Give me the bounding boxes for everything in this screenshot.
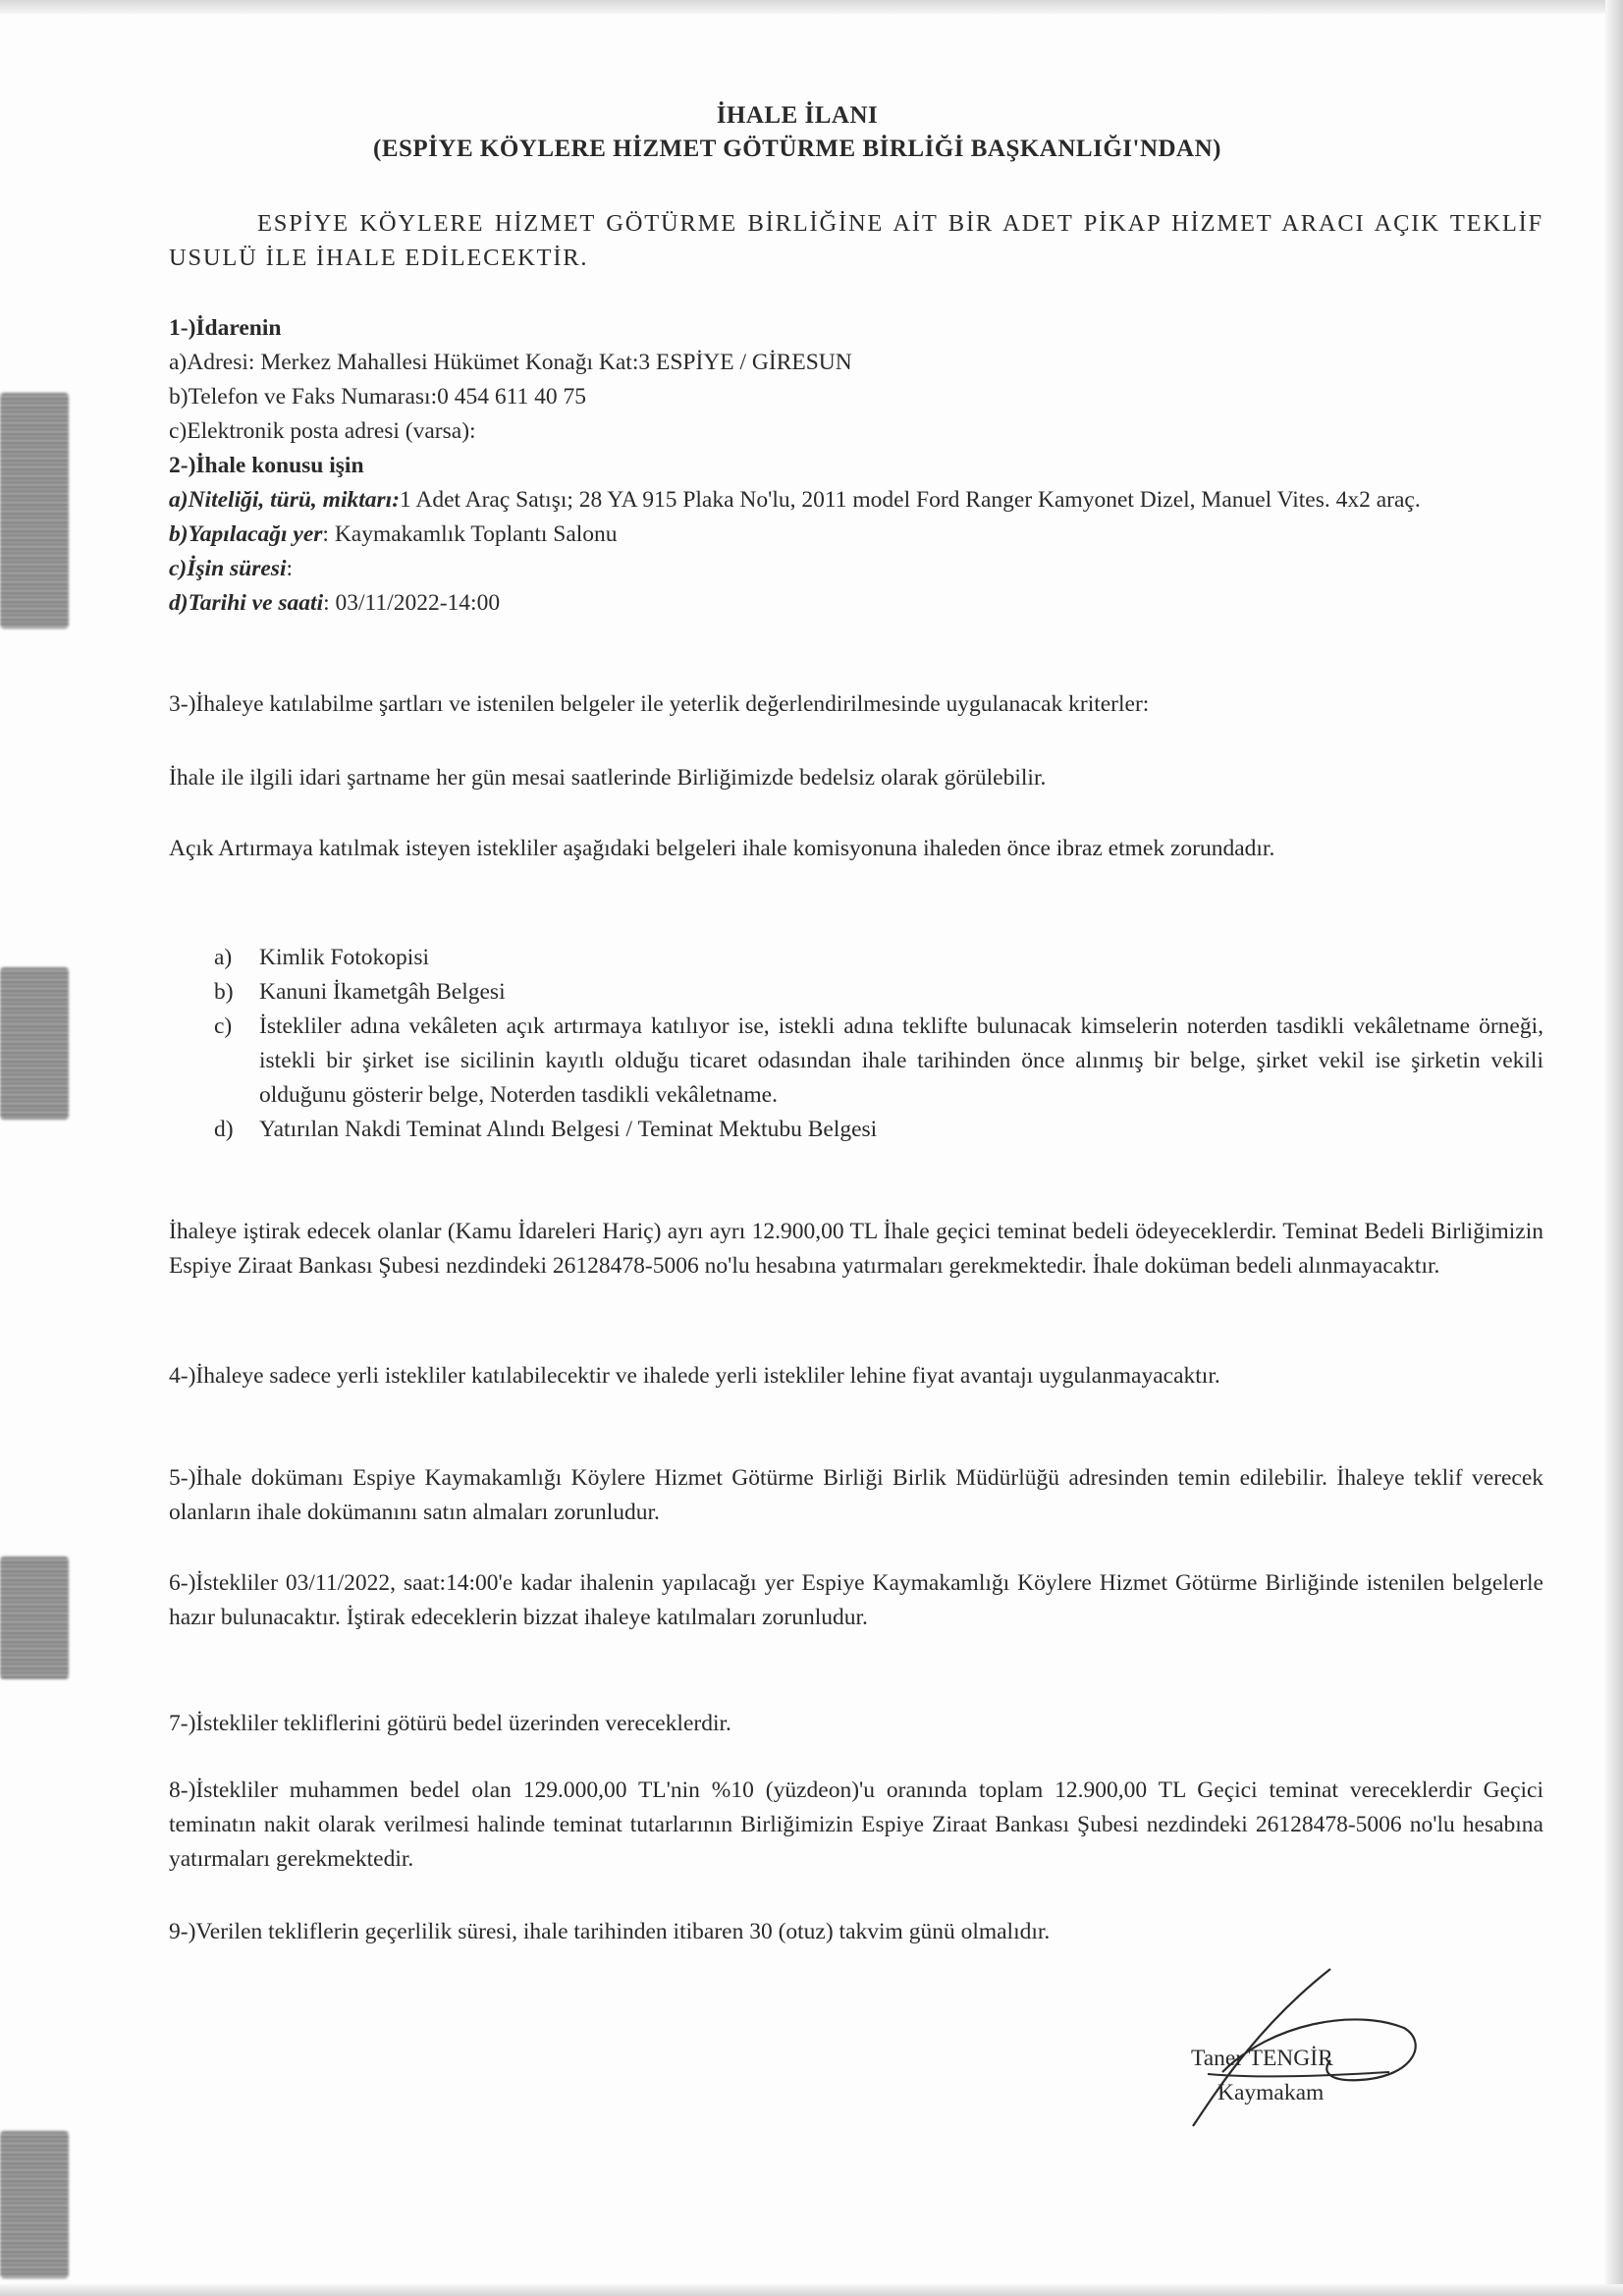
section-8: 8-)İstekliler muhammen bedel olan 129.000,00 TL'nin %10 (yüzdeon)'u oranında toplam 12.900,00 TL Geçici teminat vereceklerdir Geçici teminatın nakit olarak verilmesi halinde teminat tutarlarının Birliğimizin Espiye Ziraat Bankası Şubesi nezdindeki 26128478-5006 no'lu hesabına yatırmaları gerekmektedir. [169, 1777, 1543, 1872]
punch-hole-mark [0, 1557, 69, 1679]
section-1-heading: 1-)İdarenin [169, 315, 282, 341]
list-item-marker: b) [214, 979, 234, 1005]
list-item-marker: a) [214, 945, 233, 970]
section-9: 9-)Verilen tekliflerin geçerlilik süresi, ihale tarihinden itibaren 30 (otuz) takvim günü olmalıdır. [169, 1919, 1051, 1944]
list-item [214, 975, 1543, 1010]
address-line [169, 346, 1543, 380]
list-item [214, 1113, 1543, 1147]
section-4: 4-)İhaleye sadece yerli istekliler katılabilecektir ve ihalede yerli istekliler lehine fiyat avantajı uygulanmayacaktır. [169, 1363, 1220, 1389]
duration-label: c)İşin süresi [169, 556, 287, 581]
section-3-heading: 3-)İhaleye katılabilme şartları ve istenilen belgeler ile yeterlik değerlendirilmesinde uygulanacak kriterler: [169, 691, 1150, 717]
date-line [169, 586, 1543, 621]
section-2 [169, 449, 1543, 621]
section-5: 5-)İhale dokümanı Espiye Kaymakamlığı Köylere Hizmet Götürme Birliği Birlik Müdürlüğü adresinden temin edilebilir. İhaleye teklif verecek olanların ihale dokümanını satın almaları zorunludur. [169, 1465, 1543, 1525]
date-label: d)Tarihi ve saati [169, 590, 324, 616]
punch-hole-mark [0, 2131, 69, 2278]
section-3-paragraph-1: İhale ile ilgili idari şartname her gün mesai saatlerinde Birliğimizde bedelsiz olarak görülebilir. [169, 765, 1047, 791]
list-item [214, 1010, 1543, 1113]
section-7: 7-)İstekliler tekliflerini götürü bedel üzerinden vereceklerdir. [169, 1711, 731, 1736]
scan-edge-bottom [0, 2284, 1623, 2296]
place-line [169, 518, 1543, 552]
signatory-name: Taner TENGİR [1191, 2046, 1333, 2071]
list-item-text: Kanuni İkametgâh Belgesi [259, 979, 506, 1005]
scan-edge-top [0, 0, 1623, 14]
list-item [214, 941, 1543, 975]
nature-label: a)Niteliği, türü, miktarı: [169, 487, 401, 513]
list-item-marker: d) [214, 1117, 234, 1142]
section-3-paragraph-3: İhaleye iştirak edecek olanlar (Kamu İdareleri Hariç) ayrı ayrı 12.900,00 TL İhale geçici teminat bedeli ödeyeceklerdir. Teminat Bedeli Birliğimizin Espiye Ziraat Bankası Şubesi nezdindeki 26128478-5006 no'lu hesabına yatırmaları gerekmektedir. İhale doküman bedeli alınmayacaktır. [169, 1219, 1543, 1279]
list-item-text: Kimlik Fotokopisi [259, 945, 430, 970]
punch-hole-mark [0, 967, 69, 1120]
place-label: b)Yapılacağı yer [169, 521, 323, 547]
list-item-text: Yatırılan Nakdi Teminat Alındı Belgesi / Teminat Mektubu Belgesi [259, 1117, 878, 1142]
section-2-heading: 2-)İhale konusu işin [169, 453, 364, 478]
nature-value: 1 Adet Araç Satışı; 28 YA 915 Plaka No'lu, 2011 model Ford Ranger Kamyonet Dizel, Manuel Vites. 4x2 araç. [400, 487, 1421, 513]
date-value: : 03/11/2022-14:00 [323, 590, 501, 616]
scan-edge-right [1605, 0, 1623, 2296]
phone-line: b)Telefon ve Faks Numarası:0 454 611 40 75 [169, 384, 586, 410]
nature-line [169, 483, 1543, 518]
intro-paragraph: ESPİYE KÖYLERE HİZMET GÖTÜRME BİRLİĞİNE AİT BİR ADET PİKAP HİZMET ARACI AÇIK TEKLİF USULÜ İLE İHALE EDİLECEKTİR. [169, 210, 1543, 271]
section-6: 6-)İstekliler 03/11/2022, saat:14:00'e kadar ihalenin yapılacağı yer Espiye Kaymakamlığı Köylere Hizmet Götürme Birliğinde istenilen belgelerle hazır bulunacaktır. İştirak edeceklerin bizzat ihaleye katılmaları zorunludur. [169, 1570, 1543, 1630]
place-value: : Kaymakamlık Toplantı Salonu [322, 521, 618, 547]
list-item-text: İstekliler adına vekâleten açık artırmaya katılıyor ise, istekli adına teklifte bulunacak kimselerin noterden tasdikli vekâletname örneği, istekli bir şirket ise sicilinin kayıtlı olduğu ticaret odasından ihale tarihinden önce alınmış bir belge, şirket vekil ise şirketin vekili olduğunu gösterir belge, Noterden tasdikli vekâletname. [259, 1013, 1543, 1108]
section-3-paragraph-2: Açık Artırmaya katılmak isteyen istekliler aşağıdaki belgeleri ihale komisyonuna ihaleden önce ibraz etmek zorundadır. [169, 836, 1275, 861]
list-item-marker: c) [214, 1013, 233, 1039]
duration-value: : [286, 556, 294, 581]
duration-line [169, 552, 1543, 586]
document-subtitle: (ESPİYE KÖYLERE HİZMET GÖTÜRME BİRLİĞİ BAŞKANLIĞI'NDAN) [373, 136, 1221, 162]
email-line: c)Elektronik posta adresi (varsa): [169, 418, 476, 444]
required-documents-list [214, 941, 1543, 1147]
punch-hole-mark [0, 393, 69, 629]
document-title: İHALE İLANI [716, 102, 879, 129]
address-value: Merkez Mahallesi Hükümet Konağı Kat:3 ESPİYE / GİRESUN [254, 350, 852, 375]
section-1 [169, 311, 1543, 449]
signatory-title: Kaymakam [1217, 2080, 1325, 2105]
address-label: a)Adresi: [169, 350, 255, 375]
